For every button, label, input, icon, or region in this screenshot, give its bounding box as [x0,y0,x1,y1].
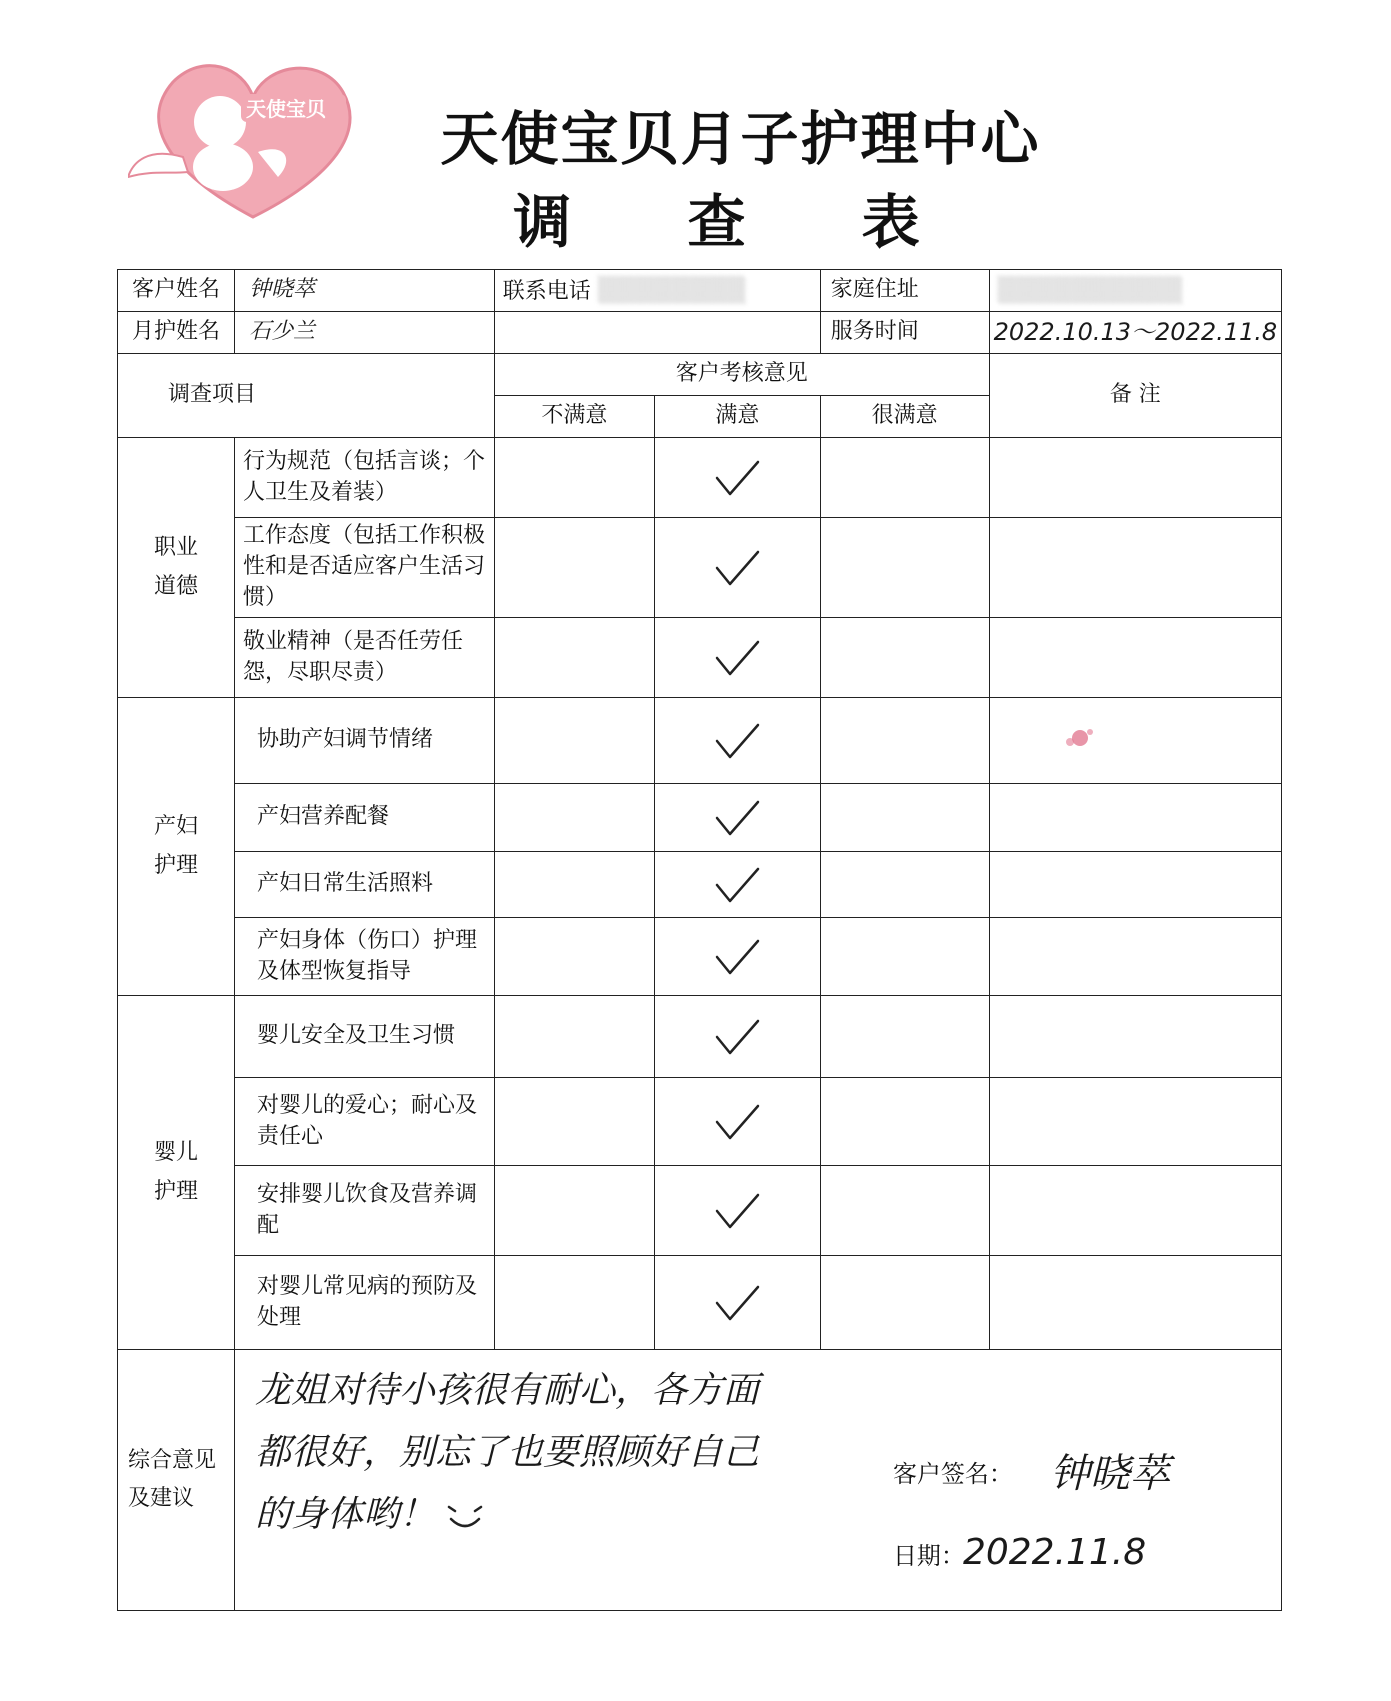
rating-cell-very-satisfied[interactable] [820,784,989,852]
rating-cell-satisfied[interactable] [655,698,821,784]
remarks-cell[interactable] [989,518,1281,618]
rating-cell-satisfied[interactable] [655,438,821,518]
rating-cell-dissatisfied[interactable] [494,438,654,518]
category-maternal-care: 产妇 护理 [118,698,235,996]
rating-cell-very-satisfied[interactable] [820,618,989,698]
rating-cell-very-satisfied[interactable] [820,852,989,918]
summary-comment: 龙姐对待小孩很有耐心，各方面 都很好，别忘了也要照顾好自己 的身体哟！ [254,1370,759,1535]
survey-item: 产妇身体（伤口）护理及体型恢复指导 [234,918,494,996]
smiley-icon [443,1501,487,1531]
rating-cell-satisfied[interactable] [655,1256,821,1350]
rating-cell-dissatisfied[interactable] [494,918,654,996]
signature-label: 客户签名： [892,1460,1013,1488]
customer-name-label: 客户姓名 [118,270,235,312]
checkmark-icon [712,937,762,977]
survey-item: 工作态度（包括工作积极性和是否适应客户生活习惯） [234,518,494,618]
option-satisfied: 满意 [655,396,821,438]
rating-cell-satisfied[interactable] [655,918,821,996]
rating-cell-satisfied[interactable] [655,1078,821,1166]
table-row [118,784,1282,852]
page-title: 天使宝贝月子护理中心 [440,105,1041,173]
checkmark-icon [712,721,762,761]
table-row [118,996,1282,1078]
remarks-cell[interactable] [989,996,1281,1078]
table-row [118,518,1282,618]
table-row [118,1166,1282,1256]
date-label: 日期： [892,1542,965,1570]
rating-cell-very-satisfied[interactable] [820,1078,989,1166]
remarks-cell[interactable] [989,698,1281,784]
rating-cell-satisfied[interactable] [655,852,821,918]
rating-cell-very-satisfied[interactable] [820,918,989,996]
survey-item: 产妇营养配餐 [234,784,494,852]
rating-cell-satisfied[interactable] [655,518,821,618]
rating-cell-very-satisfied[interactable] [820,1166,989,1256]
checkmark-icon [712,548,762,588]
phone-value-redacted: ▒▒▒▒▒▒▒▒ [597,275,746,304]
checkmark-icon [712,638,762,678]
phone-label: 联系电话 [502,278,591,304]
checkmark-icon [712,1191,762,1231]
remarks-cell[interactable] [989,1078,1281,1166]
remarks-header: 备 注 [989,354,1281,438]
table-row [118,698,1282,784]
remarks-cell[interactable] [989,618,1281,698]
rating-cell-dissatisfied[interactable] [494,518,654,618]
info-row-2 [118,312,1282,354]
rating-cell-satisfied[interactable] [655,618,821,698]
rating-cell-dissatisfied[interactable] [494,618,654,698]
checkmark-icon [712,458,762,498]
rating-cell-satisfied[interactable] [655,1166,821,1256]
remarks-cell[interactable] [989,1256,1281,1350]
rating-cell-dissatisfied[interactable] [494,996,654,1078]
service-time-value[interactable]: 2022.10.13～2022.11.8 [989,312,1281,354]
rating-cell-dissatisfied[interactable] [494,698,654,784]
rating-cell-dissatisfied[interactable] [494,784,654,852]
table-row [118,918,1282,996]
checkmark-icon [712,1283,762,1323]
rating-cell-very-satisfied[interactable] [820,996,989,1078]
logo-text: 天使宝贝 [246,97,326,121]
rating-cell-dissatisfied[interactable] [494,1166,654,1256]
rating-cell-dissatisfied[interactable] [494,1078,654,1166]
checkmark-icon [712,1017,762,1057]
checkmark-icon [712,798,762,838]
summary-comment-cell[interactable] [234,1350,1281,1611]
table-row [118,438,1282,518]
summary-row [118,1350,1282,1611]
date-value[interactable]: 2022.11.8 [962,1532,1147,1573]
rating-cell-dissatisfied[interactable] [494,1256,654,1350]
remarks-cell[interactable] [989,918,1281,996]
option-very-satisfied: 很满意 [820,396,989,438]
survey-item: 敬业精神（是否任劳任怨，尽职尽责） [234,618,494,698]
service-time-label: 服务时间 [820,312,989,354]
survey-item: 婴儿安全及卫生习惯 [234,996,494,1078]
address-label: 家庭住址 [820,270,989,312]
checkmark-icon [712,865,762,905]
remarks-cell[interactable] [989,784,1281,852]
survey-table [117,269,1282,1611]
rating-cell-very-satisfied[interactable] [820,518,989,618]
remarks-cell[interactable] [989,438,1281,518]
remarks-cell[interactable] [989,852,1281,918]
address-value-redacted: ▒▒▒▒▒▒▒▒▒▒ [997,275,1183,304]
rating-cell-satisfied[interactable] [655,996,821,1078]
remarks-cell[interactable] [989,1166,1281,1256]
table-row [118,618,1282,698]
option-dissatisfied: 不满意 [494,396,654,438]
opinion-header: 客户考核意见 [494,354,989,396]
summary-label: 综合意见 及建议 [118,1350,235,1611]
survey-item: 行为规范（包括言谈；个人卫生及着装） [234,438,494,518]
table-row [118,1078,1282,1166]
phone-empty-cell [494,312,820,354]
checkmark-icon [712,1102,762,1142]
survey-item: 对婴儿常见病的预防及处理 [234,1256,494,1350]
rating-cell-satisfied[interactable] [655,784,821,852]
ink-stain-mark [1050,718,1110,758]
nurse-name-label: 月护姓名 [118,312,235,354]
category-professional-ethics: 职业 道德 [118,438,235,698]
survey-item: 产妇日常生活照料 [234,852,494,918]
table-row [118,852,1282,918]
rating-cell-very-satisfied[interactable] [820,1256,989,1350]
survey-item: 对婴儿的爱心；耐心及责任心 [234,1078,494,1166]
page-subtitle: 调 查 表 [513,188,968,256]
survey-item-header: 调查项目 [118,354,495,438]
rating-cell-very-satisfied[interactable] [820,698,989,784]
category-infant-care: 婴儿 护理 [118,996,235,1350]
rating-cell-dissatisfied[interactable] [494,852,654,918]
signature-value[interactable]: 钟晓萃 [1049,1451,1170,1497]
info-row-1 [118,270,1282,312]
header-row-1 [118,354,1282,396]
rating-cell-very-satisfied[interactable] [820,438,989,518]
table-row [118,1256,1282,1350]
nurse-name-value[interactable]: 石少兰 [234,312,494,354]
survey-item: 协助产妇调节情绪 [234,698,494,784]
customer-name-value[interactable]: 钟晓萃 [234,270,494,312]
survey-item: 安排婴儿饮食及营养调配 [234,1166,494,1256]
